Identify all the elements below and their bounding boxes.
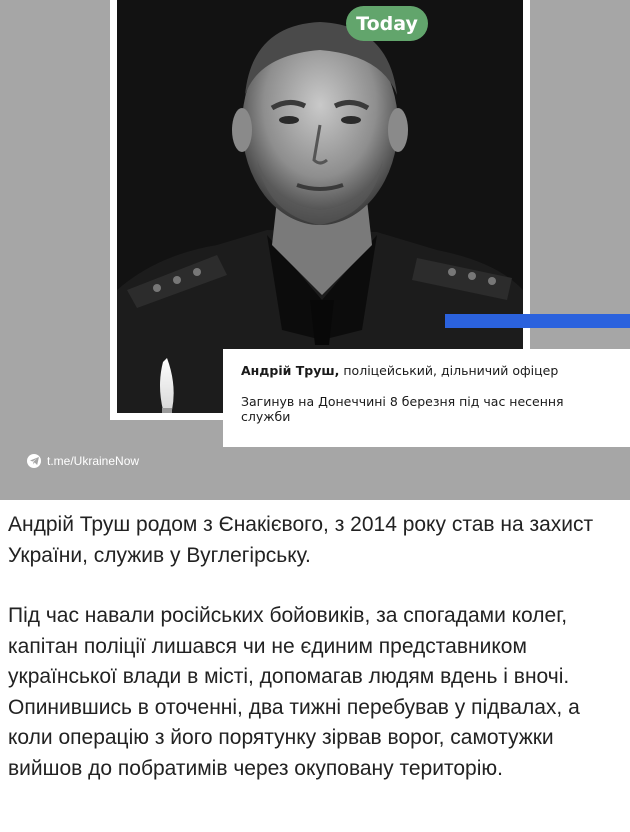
caption-box <box>223 349 630 447</box>
article-paragraph: Під час навали російських бойовиків, за спогадами колег, капітан поліції лишався чи не єдиним представником української влади в місті, допомагав людям вдень і вночі. Опинившись в оточенні, два тижні перебував у підвалах, а коли операцію з його порятунку зірвав ворог, самотужки вийшов до побратимів через окуповану територію. <box>8 604 580 780</box>
article-body <box>8 510 623 814</box>
person-name: Андрій Труш, <box>241 363 340 378</box>
today-badge: Today <box>346 6 428 41</box>
caption-death-note: Загинув на Донеччині 8 березня під час несення служби <box>241 394 564 424</box>
article-paragraph: Андрій Труш родом з Єнакієвого, з 2014 року став на захист України, служив у Вуглегірську. <box>8 513 594 567</box>
telegram-icon <box>27 454 41 468</box>
caption-name-line <box>241 362 616 379</box>
accent-bar <box>445 314 630 328</box>
person-role: поліцейський, дільничий офіцер <box>339 363 559 378</box>
telegram-source[interactable] <box>27 454 139 468</box>
telegram-handle: t.me/UkraineNow <box>47 454 140 468</box>
